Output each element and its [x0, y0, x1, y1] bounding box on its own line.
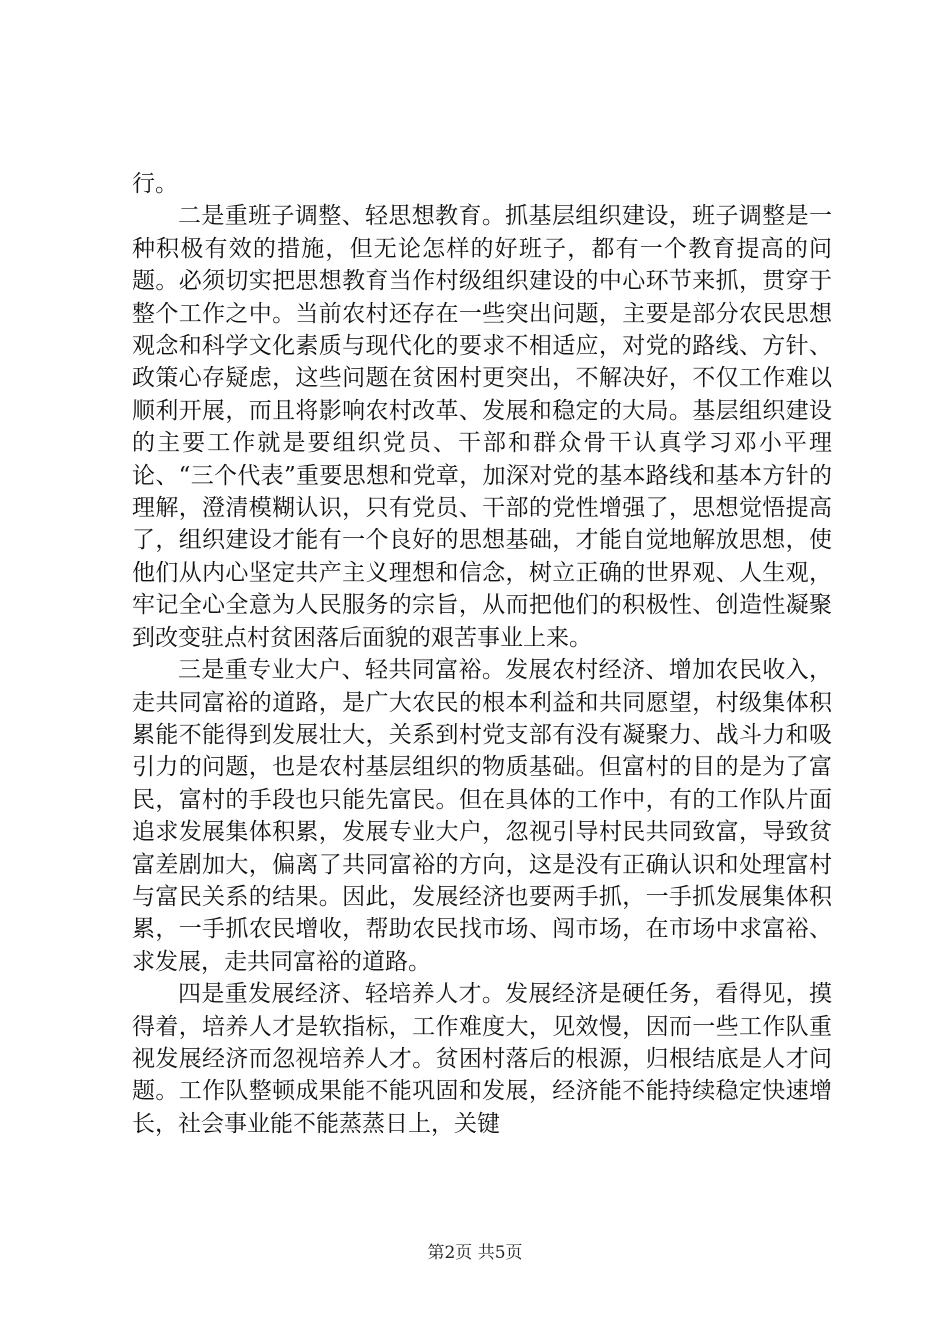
paragraph-point-four: 四是重发展经济、轻培养人才。发展经济是硬任务，看得见，摸得着，培养人才是软指标，工作难度大，见效慢，因而一些工作队重视发展经济而忽视培养人才。贫困村落后的根源，归根结底是人才问题。工作队整顿成果能不能巩固和发展，经济能不能持续稳定快速增长，社会事业能不能蒸蒸日上，关键: [132, 981, 832, 1137]
body-text: [132, 168, 832, 1140]
paragraph-continuation: 行。: [132, 171, 178, 197]
page-number-footer: 第2页 共5页: [427, 1243, 523, 1263]
paragraph-point-two: 二是重班子调整、轻思想教育。抓基层组织建设，班子调整是一种积极有效的措施，但无论怎样的好班子，都有一个教育提高的问题。必须切实把思想教育当作村级组织建设的中心环节来抓，贯穿于整个工作之中。当前农村还存在一些突出问题，主要是部分农民思想观念和科学文化素质与现代化的要求不相适应，对党的路线、方针、政策心存疑虑，这些问题在贫困村更突出，不解决好，不仅工作难以顺利开展，而且将影响农村改革、发展和稳定的大局。基层组织建设的主要工作就是要组织党员、干部和群众骨干认真学习邓小平理论、“三个代表”重要思想和党章，加深对党的基本路线和基本方针的理解，澄清模糊认识，只有党员、干部的党性增强了，思想觉悟提高了，组织建设才能有一个良好的思想基础，才能自觉地解放思想，使他们从内心坚定共产主义理想和信念，树立正确的世界观、人生观，牢记全心全意为人民服务的宗旨，从而把他们的积极性、创造性凝聚到改变驻点村贫困落后面貌的艰苦事业上来。: [132, 203, 832, 651]
paragraph-point-three: 三是重专业大户、轻共同富裕。发展农村经济、增加农民收入，走共同富裕的道路，是广大农民的根本利益和共同愿望，村级集体积累能不能得到发展壮大，关系到村党支部有没有凝聚力、战斗力和吸引力的问题，也是农村基层组织的物质基础。但富村的目的是为了富民，富村的手段也只能先富民。但在具体的工作中，有的工作队片面追求发展集体积累，发展专业大户，忽视引导村民共同致富，导致贫富差剧加大，偏离了共同富裕的方向，这是没有正确认识和处理富村与富民关系的结果。因此，发展经济也要两手抓，一手抓发展集体积累，一手抓农民增收，帮助农民找市场、闯市场，在市场中求富裕、求发展，走共同富裕的道路。: [132, 657, 832, 975]
